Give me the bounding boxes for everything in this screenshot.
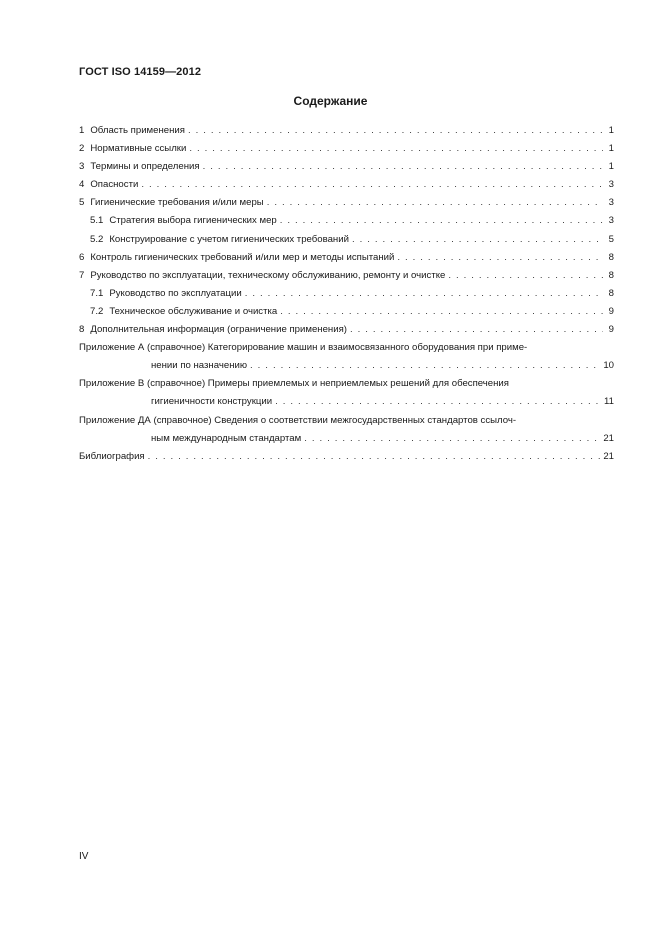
toc-entry-6[interactable]: 6 Контроль гигиенических требований и/или мер и методы испытаний . . . 8 — [79, 249, 614, 267]
document-id: ГОСТ ISO 14159—2012 — [79, 66, 202, 78]
toc-entry-3[interactable]: 3 Термины и определения . . . 1 — [79, 158, 614, 176]
toc-entry-5-1[interactable]: 5.1 Стратегия выбора гигиенических мер . . . 3 — [79, 212, 614, 230]
toc-appendix-a[interactable]: Приложение А (справочное) Категорирование машин и взаимосвязанного оборудования при приме- нении по назначению . . . 10 — [79, 339, 614, 375]
toc-entry-4[interactable]: 4 Опасности . . . 3 — [79, 176, 614, 194]
toc-entry-5-2[interactable]: 5.2 Конструирование с учетом гигиенических требований . . . 5 — [79, 231, 614, 249]
toc-entry-7-1[interactable]: 7.1 Руководство по эксплуатации . . . 8 — [79, 285, 614, 303]
toc-bibliography[interactable]: Библиография . . . 21 — [79, 448, 614, 466]
toc-entry-7[interactable]: 7 Руководство по эксплуатации, техническому обслуживанию, ремонту и очистке . . . 8 — [79, 267, 614, 285]
toc-entry-2[interactable]: 2 Нормативные ссылки . . . 1 — [79, 140, 614, 158]
toc-entry-1[interactable]: 1 Область применения . . . 1 — [79, 122, 614, 140]
table-of-contents — [79, 122, 614, 466]
toc-appendix-b[interactable]: Приложение В (справочное) Примеры приемлемых и неприемлемых решений для обеспечения гигиеничности конструкции . . . 11 — [79, 375, 614, 411]
toc-appendix-da[interactable]: Приложение ДА (справочное) Сведения о соответствии межгосударственных стандартов ссылоч- ным международным стандартам . . . 21 — [79, 412, 614, 448]
page-number: IV — [79, 851, 89, 862]
toc-entry-5[interactable]: 5 Гигиенические требования и/или меры . . . 3 — [79, 194, 614, 212]
toc-entry-7-2[interactable]: 7.2 Техническое обслуживание и очистка . . . 9 — [79, 303, 614, 321]
page-title: Содержание — [293, 94, 368, 108]
toc-entry-8[interactable]: 8 Дополнительная информация (ограничение применения) . . . 9 — [79, 321, 614, 339]
